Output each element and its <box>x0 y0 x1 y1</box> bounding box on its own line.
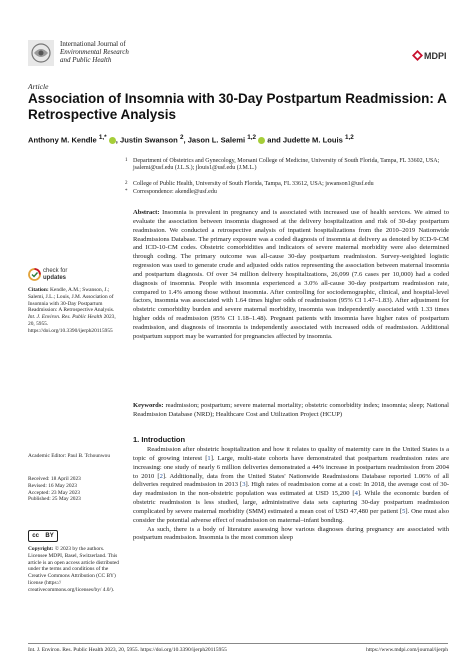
date-received: Received: 18 April 2023 <box>28 476 81 482</box>
cc-by-license-icon[interactable] <box>28 530 58 542</box>
author-sup: 2 <box>179 134 184 141</box>
citation-link[interactable]: 3 <box>242 481 246 489</box>
orcid-icon[interactable] <box>109 137 116 144</box>
date-published: Published: 25 May 2023 <box>28 496 81 503</box>
footer-citation[interactable]: Int. J. Environ. Res. Public Health 2023, 20, 5955. https://doi.org/10.3390/ijerph20115955 <box>28 647 227 653</box>
article-title: Association of Insomnia with 30-Day Postpartum Readmission: A Retrospective Analysis <box>28 91 447 122</box>
journal-line2: Environmental Research <box>60 48 129 56</box>
abstract-text: Insomnia is prevalent in pregnancy and is associated with increased use of health services. We aimed to evaluate the association between insomnia diagnosed at the delivery hospitalization and risk of 30-day postpartum readmission. We conducted a retrospective analysis of inpatient hospitalizations from the 2010–2019 Nationwide Readmissions Database. The primary exposure was a coded diagnosis of insomnia at delivery as denoted by ICD-9-CM and ICD-10-CM codes. Obstetric comorbidities and indicators of severe maternal morbidity were also determined through coding. The primary outcome was all-cause 30-day postpartum readmission. Survey-weighted logistic regression was used to generate crude and adjusted odds ratios representing the association between maternal insomnia and postpartum diagnosis. Of over 34 million delivery hospitalizations, 26,099 (7.6 cases per 10,000) had a coded diagnosis of insomnia. People with insomnia experienced a 3.0% all-cause 30-day postpartum readmission rate, compared to 1.4% among those without insomnia. After controlling for sociodemographic, clinical, and hospital-level factors, insomnia was associated with 1.64 times higher odds of readmission (95% CI 1.47–1.83). After adjustment for obstetric comorbidity burden and severe maternal morbidity, insomnia was independently associated with 1.33 times higher odds of readmission (95% CI 1.18–1.48). Pregnant patients with insomnia have higher rates of postpartum readmission, and diagnosis of insomnia is independently associated with increased odds of readmission. Additional postpartum support may be warranted for pregnancies affected by insomnia. <box>133 209 449 340</box>
cc-mark: cc <box>32 533 39 539</box>
author-name[interactable]: Justin Swanson <box>120 135 178 145</box>
check-updates-line1: check for <box>43 268 68 274</box>
text-run: ]. While the economic burden of obstetric readmission is less studied, large, administrative data sets capturing 30-day postpartum readmission complicated by severe maternal morbidity (SMM) estimated a mean cost of USD 47,480 per patient [ <box>133 490 449 515</box>
text-run: ]. High rates of readmission come at a cost: In 2018, the average cost of 30-day readmission in the non-obstetric population was estimated at USD 15,200 [ <box>133 481 450 498</box>
affiliation <box>125 158 453 172</box>
footer-journal-url[interactable]: https://www.mdpi.com/journal/ijerph <box>366 647 448 653</box>
date-accepted: Accepted: 23 May 2023 <box>28 489 80 496</box>
citation-text: Kendle, A.M.; Swanson, J.; Salemi, J.L.; Louis, J.M. Association of Insomnia with 30-Day Postpartum Readmission: A Retrospective Analysis. <box>28 287 115 314</box>
journal-line3: and Public Health <box>60 56 112 64</box>
date-revised: Revised: 16 May 2023 <box>28 482 77 489</box>
publisher-name: MDPI <box>424 51 447 61</box>
academic-editor: Academic Editor: Paul B. Tchounwou <box>28 453 111 459</box>
introduction-body <box>133 446 449 543</box>
author-sup: 1,2 <box>247 134 257 141</box>
keywords-text: readmission; postpartum; severe maternal mortality; obstetric comorbidity index; insomnia; sleep; National Readmission Database (NRD); Healthcare Cost and Utilization Project (HCUP) <box>133 402 449 418</box>
author-name[interactable]: Jason L. Salemi <box>187 135 246 145</box>
author-list: Anthony M. Kendle $^{1,*}$ , Justin Swanson $^2$, Jason L. Salemi $^{1,2}$ and Judette M. Louis $^{1,2}$ <box>28 134 354 145</box>
publication-dates <box>28 476 120 503</box>
article-type: Article <box>28 82 49 91</box>
author-name[interactable]: Anthony M. Kendle <box>28 135 97 145</box>
paragraph: As such, there is a body of literature assessing how various diagnoses during pregnancy are associated with postpartum readmission. Insomnia is the most common sleep <box>133 525 449 542</box>
text-run: ]. One must also consider the potential adverse effect of readmission on maternal–infant bonding. <box>133 507 449 524</box>
journal-name <box>60 40 129 64</box>
mdpi-logo-icon <box>412 50 423 61</box>
journal-logo-icon <box>28 40 54 66</box>
copyright-label: Copyright: <box>28 546 54 552</box>
affiliation-number: 1 <box>125 158 128 163</box>
paragraph <box>133 446 449 526</box>
copyright-block <box>28 546 120 594</box>
author-sup: 1,* <box>98 134 107 141</box>
journal-line1: International Journal of <box>60 40 126 48</box>
affiliation-text: Correspondence: akendle@usf.edu <box>133 189 217 195</box>
citation-doi[interactable]: 2023, 20, 5955. https://doi.org/10.3390/ijerph20115955 <box>28 314 116 334</box>
cc-by-mark: BY <box>45 533 54 539</box>
keywords <box>133 402 449 420</box>
affiliation-number: 2 <box>125 181 128 186</box>
author-name[interactable]: Judette M. Louis <box>282 135 343 145</box>
affiliation <box>125 181 453 188</box>
affiliation-number: * <box>125 189 128 194</box>
citation-link[interactable]: 4 <box>354 490 358 498</box>
check-updates-line2: updates <box>43 274 67 281</box>
section-heading: 1. Introduction <box>133 435 186 444</box>
orcid-icon[interactable] <box>258 137 265 144</box>
citation-journal: Int. J. Environ. Res. Public Health <box>28 314 103 321</box>
footer-divider <box>28 643 448 644</box>
check-for-updates-icon[interactable] <box>28 268 41 281</box>
author-sup: 1,2 <box>344 134 354 141</box>
citation-link[interactable]: 1 <box>207 454 211 462</box>
text-run: ]. Large, multi-state cohorts have demonstrated that postpartum readmission rates are increasing: one study of nearly 6 million deliveries demonstrated a 44% increase in postpartum readmission from 2004 to 2010 [ <box>133 454 449 480</box>
citation-link[interactable]: 2 <box>159 472 163 480</box>
check-for-updates[interactable] <box>43 268 67 281</box>
citation-link[interactable]: 5 <box>402 507 406 515</box>
affiliation-text: Department of Obstetrics and Gynecology, Morsani College of Medicine, University of South Florida, Tampa, FL 33602, USA; jsalemi@usf.edu (J.L.S.); jlouis1@usf.edu (J.M.L.) <box>133 158 440 172</box>
citation-label: Citation: <box>28 287 49 293</box>
text-run: Readmission after obstetric hospitalization and how it relates to quality of maternity care in the United States is a topic of growing interest [ <box>133 446 449 462</box>
copyright-text: © 2023 by the authors. Licensee MDPI, Basel, Switzerland. This article is an open access article distributed under the terms and conditions of the Creative Commons Attribution (CC BY) license (https:// creativecommons.org/licenses/by/ 4.0/). <box>28 546 120 593</box>
citation-block <box>28 287 120 335</box>
text-run: ]. Additionally, data from the United States' Nationwide Readmissions Database reported 1.06% of all deliveries required readmission in 2013 [ <box>133 472 449 489</box>
affiliation <box>125 189 453 196</box>
abstract <box>133 209 449 342</box>
abstract-label: Abstract: <box>133 209 160 216</box>
affiliation-text: College of Public Health, University of South Florida, Tampa, FL 33612, USA; jswanson1@usf.edu <box>133 181 374 187</box>
keywords-label: Keywords: <box>133 402 164 409</box>
